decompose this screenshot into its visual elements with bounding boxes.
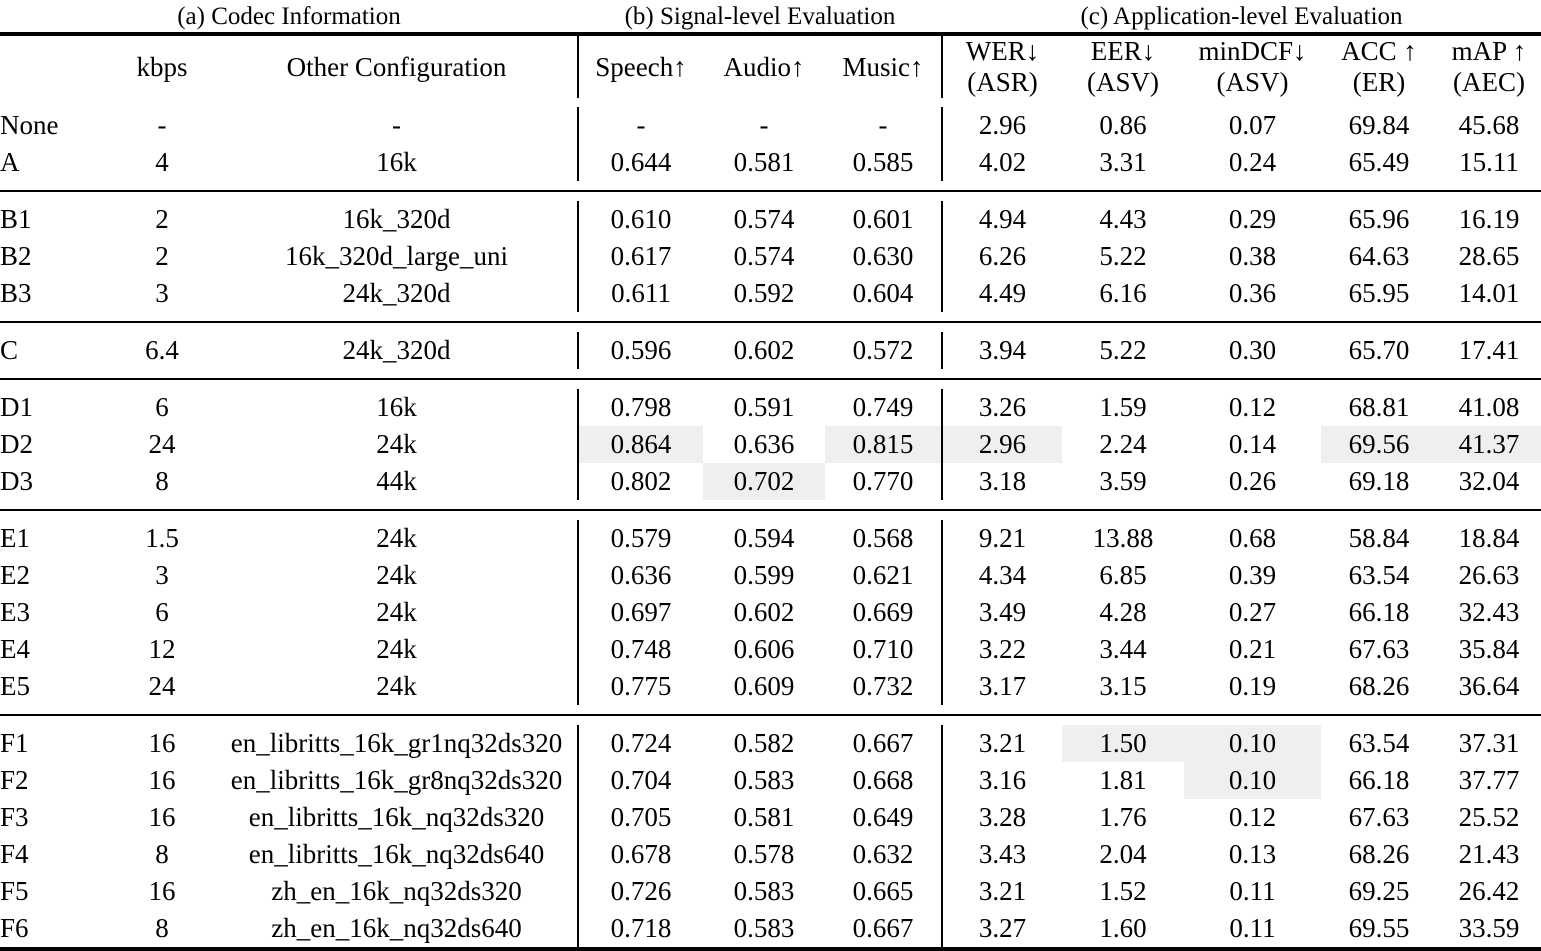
- cell-audio: 0.702: [703, 463, 825, 500]
- cell-kbps: 6: [155, 392, 169, 422]
- cell-acc: 65.96: [1348, 204, 1410, 234]
- block-spacer: [0, 181, 1541, 191]
- cell-config: 16k: [376, 392, 417, 422]
- cell-map: 37.77: [1458, 765, 1520, 795]
- cell-wer: 3.16: [942, 762, 1062, 799]
- cell-kbps: 16: [148, 802, 176, 832]
- cell-kbps: 24: [148, 429, 176, 459]
- header-map: [1437, 36, 1541, 98]
- cell-name: B3: [0, 278, 32, 308]
- cell-mindcf: 0.29: [1228, 204, 1277, 234]
- header-acc-task: (ER): [1352, 67, 1406, 97]
- cell-speech: 0.705: [578, 799, 703, 836]
- header-eer: [1062, 36, 1184, 98]
- block-spacer: [0, 705, 1541, 715]
- cell-mindcf: 0.12: [1228, 802, 1277, 832]
- cell-wer: 4.02: [942, 144, 1062, 181]
- table-row: [0, 275, 1541, 312]
- cell-eer: 1.52: [1099, 876, 1147, 906]
- cell-audio: 0.609: [733, 671, 795, 701]
- cell-speech: 0.617: [578, 238, 703, 275]
- cell-config: zh_en_16k_nq32ds640: [271, 913, 522, 943]
- cell-music: 0.749: [852, 392, 914, 422]
- block-spacer-cell: [0, 511, 1541, 520]
- group-caption-row: [0, 0, 1541, 32]
- cell-config: 24k: [376, 523, 417, 553]
- cell-kbps: 8: [155, 466, 169, 496]
- cell-wer: 3.49: [942, 594, 1062, 631]
- cell-music: 0.815: [825, 426, 942, 463]
- cell-mindcf: 0.24: [1228, 147, 1277, 177]
- cell-acc: 67.63: [1348, 634, 1410, 664]
- cell-config: 24k_320d: [342, 335, 451, 365]
- cell-acc: 68.26: [1348, 839, 1410, 869]
- cell-music: 0.669: [852, 597, 914, 627]
- cell-map: 45.68: [1458, 110, 1520, 140]
- cell-speech: 0.611: [578, 275, 703, 312]
- table-row: [0, 238, 1541, 275]
- header-wer-task: (ASR): [967, 67, 1038, 97]
- cell-config: 16k: [376, 147, 417, 177]
- cell-speech: 0.579: [578, 520, 703, 557]
- cell-map: 18.84: [1458, 523, 1520, 553]
- block-spacer: [0, 192, 1541, 201]
- cell-kbps: 4: [155, 147, 169, 177]
- cell-music: 0.710: [852, 634, 914, 664]
- cell-speech: 0.864: [578, 426, 703, 463]
- cell-mindcf: 0.10: [1184, 762, 1321, 799]
- cell-audio: 0.574: [733, 204, 795, 234]
- cell-name: B1: [0, 204, 32, 234]
- cell-speech: -: [578, 107, 703, 144]
- cell-config: 24k: [376, 671, 417, 701]
- block-spacer-cell: [0, 192, 1541, 201]
- cell-audio: 0.636: [733, 429, 795, 459]
- table-row: [0, 910, 1541, 947]
- cell-map: 41.37: [1437, 426, 1541, 463]
- table-header: [0, 36, 1541, 98]
- cell-speech: 0.718: [578, 910, 703, 947]
- cell-speech: 0.704: [578, 762, 703, 799]
- cell-mindcf: 0.26: [1228, 466, 1277, 496]
- cell-music: 0.572: [852, 335, 914, 365]
- table-row: [0, 107, 1541, 144]
- table-row: [0, 557, 1541, 594]
- cell-eer: 1.60: [1099, 913, 1147, 943]
- table-row: [0, 799, 1541, 836]
- cell-acc: 65.70: [1348, 335, 1410, 365]
- cell-name: B2: [0, 241, 32, 271]
- cell-eer: 2.24: [1099, 429, 1147, 459]
- cell-config: -: [392, 110, 401, 140]
- cell-wer: 3.18: [942, 463, 1062, 500]
- cell-mindcf: 0.10: [1184, 725, 1321, 762]
- cell-wer: 3.28: [942, 799, 1062, 836]
- table-bottom-rule: [0, 947, 1541, 951]
- cell-wer: 4.49: [942, 275, 1062, 312]
- cell-kbps: 2: [155, 241, 169, 271]
- cell-audio: 0.578: [733, 839, 795, 869]
- block-spacer-cell: [0, 716, 1541, 725]
- cell-name: F2: [0, 765, 29, 795]
- cell-music: 0.667: [852, 728, 914, 758]
- cell-wer: 3.27: [942, 910, 1062, 947]
- cell-music: -: [878, 110, 888, 140]
- cell-kbps: 24: [148, 671, 176, 701]
- cell-config: 24k: [376, 429, 417, 459]
- cell-audio: 0.591: [733, 392, 795, 422]
- cell-config: en_libritts_16k_gr8nq32ds320: [230, 765, 563, 795]
- block-spacer: [0, 369, 1541, 379]
- cell-music: 0.568: [852, 523, 914, 553]
- table-body: [0, 98, 1541, 947]
- cell-wer: 3.21: [942, 725, 1062, 762]
- cell-wer: 3.17: [942, 668, 1062, 705]
- cell-kbps: 2: [155, 204, 169, 234]
- cell-eer: 1.59: [1099, 392, 1147, 422]
- cell-mindcf: 0.68: [1228, 523, 1277, 553]
- table-row: [0, 873, 1541, 910]
- cell-audio: 0.599: [733, 560, 795, 590]
- cell-mindcf: 0.38: [1228, 241, 1277, 271]
- cell-config: zh_en_16k_nq32ds320: [271, 876, 522, 906]
- header-wer-metric: WER↓: [965, 36, 1040, 66]
- table-row: [0, 725, 1541, 762]
- cell-acc: 66.18: [1348, 765, 1410, 795]
- cell-wer: 3.94: [942, 332, 1062, 369]
- table-row: [0, 520, 1541, 557]
- block-spacer: [0, 511, 1541, 520]
- cell-speech: 0.748: [578, 631, 703, 668]
- cell-audio: 0.583: [733, 765, 795, 795]
- header-wer: [942, 36, 1062, 98]
- cell-music: 0.732: [852, 671, 914, 701]
- cell-kbps: -: [157, 110, 167, 140]
- table-row: [0, 594, 1541, 631]
- group-caption-a: (a) Codec Information: [177, 3, 401, 30]
- cell-eer: 3.31: [1099, 147, 1147, 177]
- cell-audio: 0.602: [733, 597, 795, 627]
- cell-name: F3: [0, 802, 29, 832]
- codec-evaluation-table: [0, 36, 1541, 947]
- cell-wer: 9.21: [942, 520, 1062, 557]
- cell-speech: 0.802: [578, 463, 703, 500]
- table-row: [0, 668, 1541, 705]
- table-row: [0, 631, 1541, 668]
- cell-mindcf: 0.11: [1229, 913, 1276, 943]
- cell-eer: 3.44: [1099, 634, 1147, 664]
- cell-config: 24k_320d: [342, 278, 451, 308]
- cell-eer: 6.85: [1099, 560, 1147, 590]
- cell-music: 0.601: [852, 204, 914, 234]
- cell-config: 24k: [376, 634, 417, 664]
- cell-eer: 13.88: [1092, 523, 1154, 553]
- cell-acc: 69.84: [1348, 110, 1410, 140]
- block-spacer-cell: [0, 323, 1541, 332]
- cell-audio: 0.602: [733, 335, 795, 365]
- cell-eer: 0.86: [1099, 110, 1147, 140]
- cell-eer: 1.76: [1099, 802, 1147, 832]
- cell-kbps: 16: [148, 765, 176, 795]
- body-top-spacer: [0, 98, 1541, 107]
- cell-map: 15.11: [1459, 147, 1519, 177]
- cell-audio: 0.606: [733, 634, 795, 664]
- cell-music: 0.585: [852, 147, 914, 177]
- cell-acc: 65.95: [1348, 278, 1410, 308]
- cell-speech: 0.775: [578, 668, 703, 705]
- cell-speech: 0.636: [578, 557, 703, 594]
- cell-wer: 6.26: [942, 238, 1062, 275]
- cell-music: 0.621: [852, 560, 914, 590]
- block-spacer-cell: [0, 181, 1541, 191]
- cell-wer: 3.21: [942, 873, 1062, 910]
- cell-eer: 2.04: [1099, 839, 1147, 869]
- cell-acc: 66.18: [1348, 597, 1410, 627]
- cell-audio: 0.583: [733, 913, 795, 943]
- cell-config: 24k: [376, 560, 417, 590]
- cell-audio: -: [759, 110, 769, 140]
- table-row: [0, 463, 1541, 500]
- cell-speech: 0.798: [578, 389, 703, 426]
- header-speech: Speech↑: [578, 36, 703, 98]
- cell-speech: 0.596: [578, 332, 703, 369]
- cell-kbps: 16: [148, 876, 176, 906]
- cell-config: en_libritts_16k_gr1nq32ds320: [230, 728, 563, 758]
- cell-config: 44k: [376, 466, 417, 496]
- cell-name: F1: [0, 728, 29, 758]
- cell-speech: 0.724: [578, 725, 703, 762]
- cell-wer: 3.43: [942, 836, 1062, 873]
- cell-map: 36.64: [1458, 671, 1520, 701]
- cell-kbps: 8: [155, 913, 169, 943]
- cell-mindcf: 0.30: [1228, 335, 1277, 365]
- cell-speech: 0.610: [578, 201, 703, 238]
- cell-music: 0.630: [852, 241, 914, 271]
- cell-kbps: 3: [155, 278, 169, 308]
- cell-music: 0.665: [852, 876, 914, 906]
- table-row: [0, 144, 1541, 181]
- table-row: [0, 201, 1541, 238]
- cell-eer: 1.50: [1062, 725, 1184, 762]
- cell-mindcf: 0.12: [1228, 392, 1277, 422]
- cell-audio: 0.581: [733, 802, 795, 832]
- cell-name: E2: [0, 560, 30, 590]
- cell-name: E4: [0, 634, 30, 664]
- cell-audio: 0.583: [733, 876, 795, 906]
- cell-kbps: 3: [155, 560, 169, 590]
- cell-map: 26.63: [1458, 560, 1520, 590]
- block-spacer-cell: [0, 369, 1541, 379]
- cell-name: C: [0, 335, 19, 365]
- cell-mindcf: 0.14: [1228, 429, 1277, 459]
- cell-mindcf: 0.19: [1228, 671, 1277, 701]
- block-spacer: [0, 312, 1541, 322]
- cell-map: 17.41: [1458, 335, 1520, 365]
- header-acc-metric: ACC ↑: [1341, 36, 1417, 66]
- header-eer-task: (ASV): [1087, 67, 1159, 97]
- cell-music: 0.632: [852, 839, 914, 869]
- block-spacer-cell: [0, 705, 1541, 715]
- cell-mindcf: 0.11: [1229, 876, 1276, 906]
- cell-wer: 2.96: [942, 107, 1062, 144]
- header-music: Music↑: [842, 51, 924, 82]
- cell-eer: 1.81: [1099, 765, 1147, 795]
- cell-config: 24k: [376, 597, 417, 627]
- cell-map: 21.43: [1458, 839, 1520, 869]
- block-spacer-cell: [0, 500, 1541, 510]
- cell-wer: 3.26: [942, 389, 1062, 426]
- cell-audio: 0.592: [733, 278, 795, 308]
- cell-map: 32.43: [1458, 597, 1520, 627]
- header-kbps: kbps: [136, 51, 188, 82]
- cell-name: E1: [0, 523, 30, 553]
- header-map-metric: mAP ↑: [1451, 36, 1527, 66]
- cell-speech: 0.697: [578, 594, 703, 631]
- block-spacer-cell: [0, 312, 1541, 322]
- cell-acc: 69.18: [1348, 466, 1410, 496]
- cell-eer: 3.15: [1099, 671, 1147, 701]
- cell-kbps: 1.5: [145, 523, 179, 553]
- cell-music: 0.667: [852, 913, 914, 943]
- group-caption-b: (b) Signal-level Evaluation: [624, 3, 896, 30]
- header-map-task: (AEC): [1453, 67, 1525, 97]
- header-row: [0, 36, 1541, 98]
- cell-audio: 0.594: [733, 523, 795, 553]
- cell-name: F6: [0, 913, 29, 943]
- cell-name: F4: [0, 839, 29, 869]
- cell-map: 26.42: [1458, 876, 1520, 906]
- cell-config: en_libritts_16k_nq32ds320: [248, 802, 545, 832]
- table-row: [0, 426, 1541, 463]
- cell-acc: 65.49: [1348, 147, 1410, 177]
- header-config: Other Configuration: [286, 51, 507, 82]
- header-eer-metric: EER↓: [1090, 36, 1156, 66]
- cell-map: 33.59: [1458, 913, 1520, 943]
- cell-map: 41.08: [1458, 392, 1520, 422]
- table-row: [0, 332, 1541, 369]
- cell-name: A: [0, 147, 20, 177]
- cell-wer: 2.96: [942, 426, 1062, 463]
- cell-name: D1: [0, 392, 33, 422]
- cell-map: 14.01: [1458, 278, 1520, 308]
- cell-name: None: [0, 110, 59, 140]
- cell-eer: 6.16: [1099, 278, 1147, 308]
- cell-map: 32.04: [1458, 466, 1520, 496]
- cell-name: E3: [0, 597, 30, 627]
- cell-eer: 5.22: [1099, 335, 1147, 365]
- body-top-spacer-cell: [0, 98, 1541, 107]
- cell-kbps: 12: [148, 634, 176, 664]
- cell-name: D2: [0, 429, 33, 459]
- header-mindcf-task: (ASV): [1216, 67, 1289, 97]
- cell-kbps: 16: [148, 728, 176, 758]
- cell-music: 0.770: [852, 466, 914, 496]
- cell-map: 16.19: [1458, 204, 1520, 234]
- cell-mindcf: 0.13: [1228, 839, 1277, 869]
- cell-mindcf: 0.36: [1228, 278, 1277, 308]
- cell-speech: 0.678: [578, 836, 703, 873]
- cell-speech: 0.726: [578, 873, 703, 910]
- cell-config: 16k_320d_large_uni: [285, 241, 508, 271]
- cell-name: D3: [0, 466, 33, 496]
- block-spacer-cell: [0, 380, 1541, 389]
- header-acc: [1321, 36, 1437, 98]
- cell-kbps: 8: [155, 839, 169, 869]
- table-row: [0, 762, 1541, 799]
- header-mindcf: [1184, 36, 1321, 98]
- cell-acc: 67.63: [1348, 802, 1410, 832]
- header-audio: Audio↑: [723, 51, 805, 82]
- block-spacer: [0, 380, 1541, 389]
- cell-eer: 5.22: [1099, 241, 1147, 271]
- cell-audio: 0.582: [733, 728, 795, 758]
- cell-wer: 4.94: [942, 201, 1062, 238]
- cell-speech: 0.644: [578, 144, 703, 181]
- cell-acc: 63.54: [1348, 560, 1410, 590]
- cell-map: 37.31: [1458, 728, 1520, 758]
- cell-wer: 3.22: [942, 631, 1062, 668]
- cell-mindcf: 0.27: [1228, 597, 1277, 627]
- cell-eer: 4.43: [1099, 204, 1147, 234]
- cell-acc: 64.63: [1348, 241, 1410, 271]
- cell-acc: 69.55: [1348, 913, 1410, 943]
- cell-mindcf: 0.21: [1228, 634, 1277, 664]
- cell-music: 0.668: [852, 765, 914, 795]
- cell-acc: 69.56: [1321, 426, 1437, 463]
- cell-kbps: 6.4: [145, 335, 179, 365]
- cell-music: 0.604: [852, 278, 914, 308]
- cell-name: E5: [0, 671, 30, 701]
- block-spacer: [0, 500, 1541, 510]
- cell-music: 0.649: [852, 802, 914, 832]
- cell-map: 28.65: [1458, 241, 1520, 271]
- header-name: [0, 36, 108, 98]
- cell-eer: 3.59: [1099, 466, 1147, 496]
- cell-wer: 4.34: [942, 557, 1062, 594]
- table-row: [0, 389, 1541, 426]
- cell-name: F5: [0, 876, 29, 906]
- cell-mindcf: 0.39: [1228, 560, 1277, 590]
- group-caption-c: (c) Application-level Evaluation: [1080, 3, 1403, 30]
- block-spacer: [0, 323, 1541, 332]
- cell-mindcf: 0.07: [1228, 110, 1277, 140]
- cell-audio: 0.581: [733, 147, 795, 177]
- table-row: [0, 836, 1541, 873]
- cell-eer: 4.28: [1099, 597, 1147, 627]
- cell-acc: 63.54: [1348, 728, 1410, 758]
- cell-map: 35.84: [1458, 634, 1520, 664]
- block-spacer: [0, 716, 1541, 725]
- cell-map: 25.52: [1458, 802, 1520, 832]
- cell-config: 16k_320d: [342, 204, 451, 234]
- cell-acc: 68.81: [1348, 392, 1410, 422]
- header-mindcf-metric: minDCF↓: [1198, 36, 1307, 66]
- cell-config: en_libritts_16k_nq32ds640: [248, 839, 545, 869]
- cell-acc: 69.25: [1348, 876, 1410, 906]
- cell-acc: 68.26: [1348, 671, 1410, 701]
- cell-audio: 0.574: [733, 241, 795, 271]
- cell-kbps: 6: [155, 597, 169, 627]
- cell-acc: 58.84: [1348, 523, 1410, 553]
